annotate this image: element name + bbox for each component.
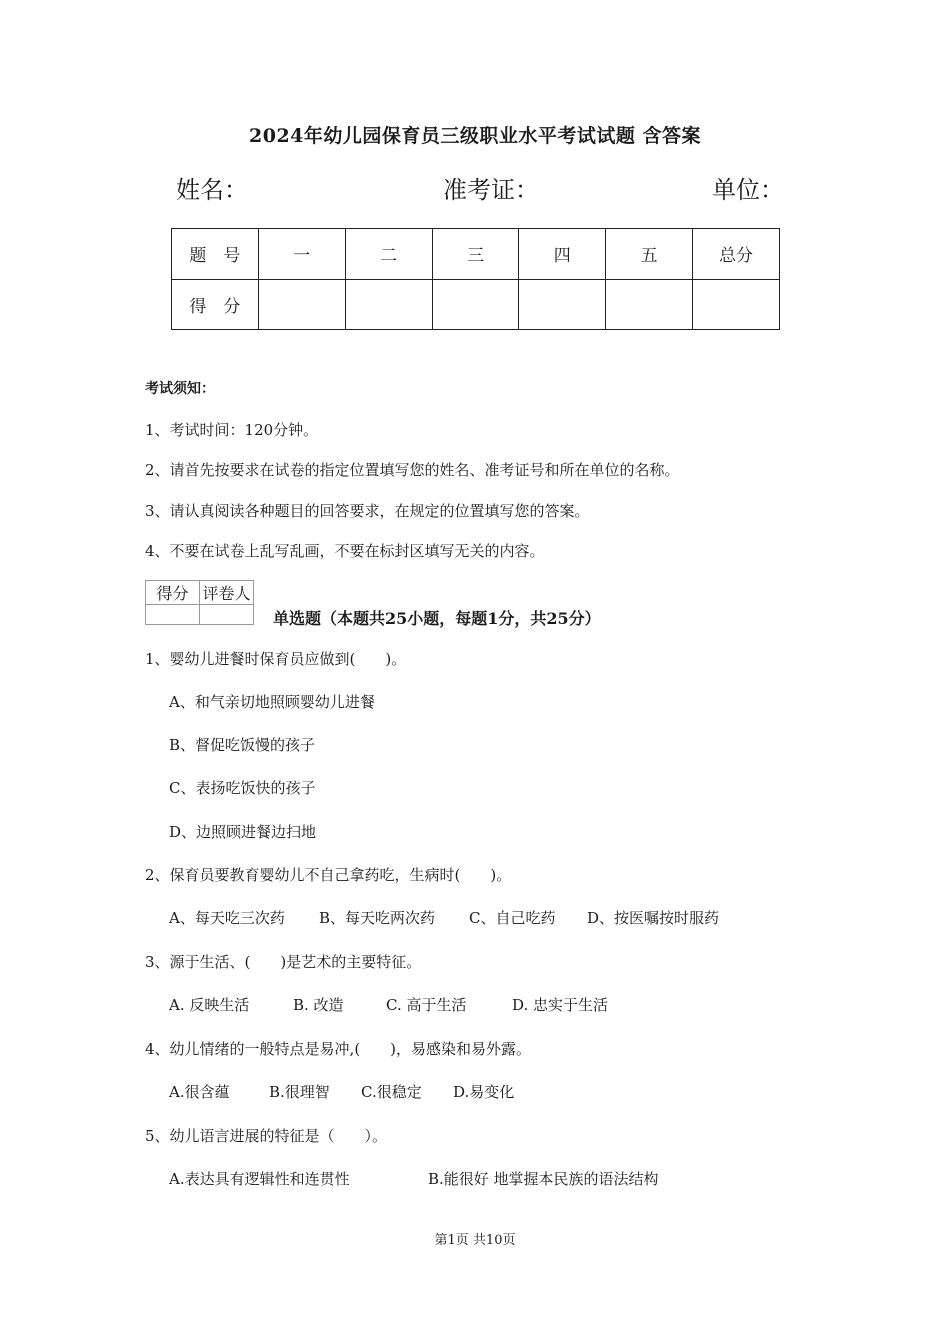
answer-option[interactable]: B、每天吃两次药 xyxy=(319,909,436,927)
notice-item: 3、请认真阅读各种题目的回答要求，在规定的位置填写您的答案。 xyxy=(145,502,590,520)
score-table-score-row xyxy=(172,279,780,330)
section-title: 单选题（本题共25小题，每题1分，共25分） xyxy=(273,609,601,628)
question-stem: 2、保育员要教育婴幼儿不自己拿药吃，生病时( )。 xyxy=(145,866,512,884)
question-stem: 5、幼儿语言进展的特征是（ ）。 xyxy=(145,1127,388,1145)
grader-reviewer-cell[interactable] xyxy=(200,605,254,625)
unit-label: 单位： xyxy=(712,176,784,204)
score-cell[interactable] xyxy=(432,279,519,330)
score-cell[interactable] xyxy=(258,279,345,330)
answer-option[interactable]: B、督促吃饭慢的孩子 xyxy=(169,736,316,754)
score-table-header-row xyxy=(172,229,780,280)
score-cell[interactable] xyxy=(519,279,606,330)
grader-score-cell[interactable] xyxy=(146,605,200,625)
question-stem: 3、源于生活、( )是艺术的主要特征。 xyxy=(145,953,422,971)
grader-reviewer-label: 评卷人 xyxy=(200,581,254,605)
grader-box xyxy=(145,580,254,625)
answer-option[interactable]: C. 高于生活 xyxy=(386,996,467,1014)
question-stem: 1、婴幼儿进餐时保育员应做到( )。 xyxy=(145,650,407,668)
answer-option[interactable]: D. 忠实于生活 xyxy=(512,996,609,1014)
answer-option[interactable]: D、按医嘱按时服药 xyxy=(587,909,720,927)
answer-option[interactable]: A.很含蕴 xyxy=(169,1083,230,1101)
page-title: 2024年幼儿园保育员三级职业水平考试试题 含答案 xyxy=(249,125,701,147)
score-header-cell: 四 xyxy=(519,229,606,280)
answer-option[interactable]: A、每天吃三次药 xyxy=(169,909,285,927)
answer-option[interactable]: C、表扬吃饭快的孩子 xyxy=(169,779,316,797)
score-header-cell: 五 xyxy=(606,229,693,280)
score-header-cell: 二 xyxy=(345,229,432,280)
score-header-cell: 题 号 xyxy=(172,229,259,280)
answer-option[interactable]: A、和气亲切地照顾婴幼儿进餐 xyxy=(169,693,375,711)
notice-title: 考试须知： xyxy=(145,381,215,397)
answer-option[interactable]: D、边照顾进餐边扫地 xyxy=(169,823,317,841)
answer-option[interactable]: C.很稳定 xyxy=(361,1083,422,1101)
answer-option[interactable]: B.能很好 地掌握本民族的语法结构 xyxy=(428,1170,659,1188)
score-cell[interactable] xyxy=(693,279,780,330)
score-row-label: 得 分 xyxy=(172,279,259,330)
answer-option[interactable]: A. 反映生活 xyxy=(169,996,250,1014)
answer-option[interactable]: A.表达具有逻辑性和连贯性 xyxy=(169,1170,350,1188)
answer-option[interactable]: D.易变化 xyxy=(453,1083,515,1101)
name-label: 姓名： xyxy=(176,176,248,204)
score-cell[interactable] xyxy=(345,279,432,330)
notice-item: 2、请首先按要求在试卷的指定位置填写您的姓名、准考证号和所在单位的名称。 xyxy=(145,461,680,479)
page-footer: 第1页 共10页 xyxy=(434,1233,516,1248)
score-cell[interactable] xyxy=(606,279,693,330)
notice-item: 1、考试时间：120分钟。 xyxy=(145,421,319,439)
exam-number-label: 准考证： xyxy=(443,176,539,204)
score-header-cell: 三 xyxy=(432,229,519,280)
score-header-cell: 一 xyxy=(258,229,345,280)
score-table xyxy=(171,228,780,330)
notice-item: 4、不要在试卷上乱写乱画，不要在标封区填写无关的内容。 xyxy=(145,542,545,560)
grader-score-label: 得分 xyxy=(146,581,200,605)
question-stem: 4、幼儿情绪的一般特点是易冲,( )，易感染和易外露。 xyxy=(145,1040,532,1058)
score-header-cell: 总分 xyxy=(693,229,780,280)
answer-option[interactable]: C、自己吃药 xyxy=(469,909,556,927)
answer-option[interactable]: B. 改造 xyxy=(293,996,344,1014)
answer-option[interactable]: B.很理智 xyxy=(269,1083,330,1101)
